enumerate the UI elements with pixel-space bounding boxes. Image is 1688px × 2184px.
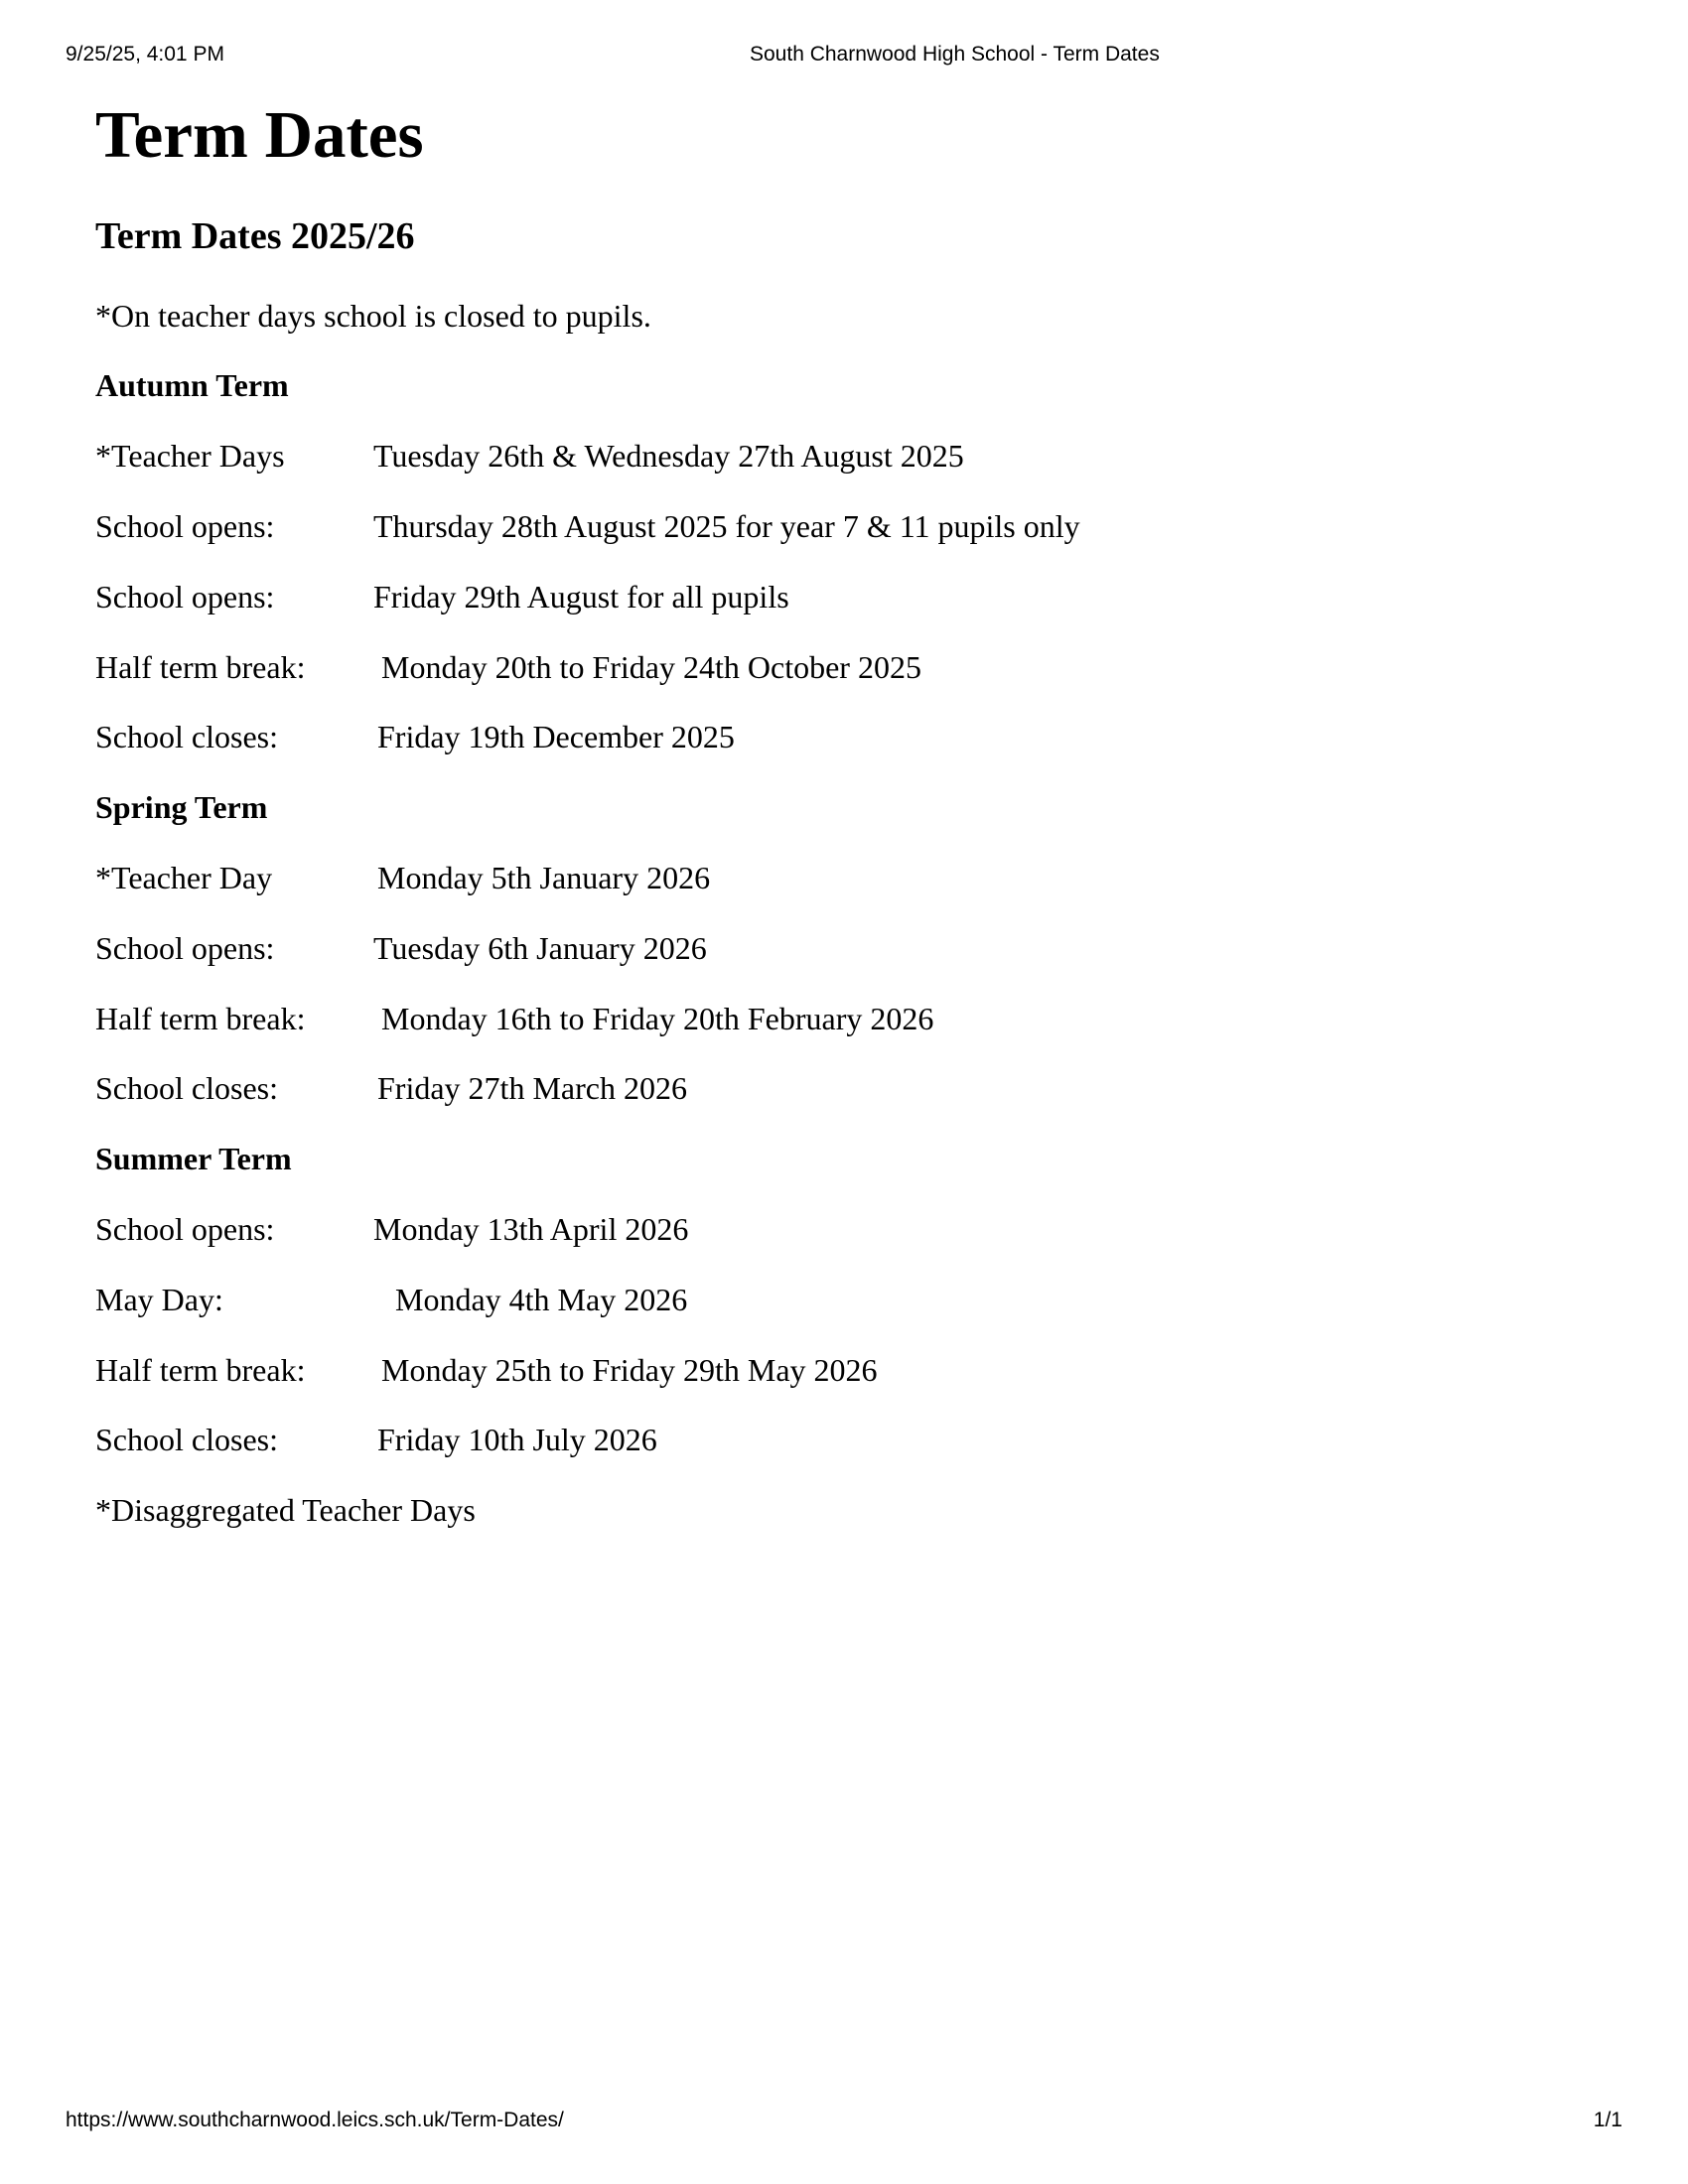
- print-header: [66, 43, 1622, 70]
- main-content: [95, 91, 1585, 1528]
- page-url: https://www.southcharnwood.leics.sch.uk/Term-Dates/: [66, 2109, 564, 2131]
- row-label: School opens:: [95, 1211, 275, 1247]
- row-label: Half term break:: [95, 649, 306, 685]
- row-value: Monday 13th April 2026: [373, 1211, 689, 1247]
- row-value: Monday 5th January 2026: [377, 860, 711, 895]
- row-value: Tuesday 6th January 2026: [373, 930, 707, 966]
- summer-row-school-opens: [95, 1208, 688, 1250]
- disaggregated-footnote: *Disaggregated Teacher Days: [95, 1492, 476, 1528]
- print-footer: [66, 2109, 1622, 2136]
- row-value: Tuesday 26th & Wednesday 27th August 2025: [373, 438, 964, 474]
- row-value: Monday 20th to Friday 24th October 2025: [381, 649, 921, 685]
- spring-row-half-term: [95, 998, 933, 1039]
- row-value: Monday 16th to Friday 20th February 2026: [381, 1001, 934, 1036]
- page-title: Term Dates: [95, 98, 424, 172]
- spring-row-teacher-day: [95, 857, 710, 898]
- row-label: School closes:: [95, 719, 278, 754]
- row-label: School opens:: [95, 930, 275, 966]
- autumn-row-school-opens-y7-y11: [95, 505, 1080, 547]
- row-value: Thursday 28th August 2025 for year 7 & 11 pupils only: [373, 508, 1080, 544]
- row-label: May Day:: [95, 1282, 223, 1317]
- autumn-row-school-opens-all: [95, 576, 789, 617]
- row-label: School opens:: [95, 579, 275, 614]
- row-label: *Teacher Days: [95, 438, 285, 474]
- summer-row-school-closes: [95, 1419, 657, 1460]
- print-datetime: 9/25/25, 4:01 PM: [66, 43, 224, 66]
- spring-row-school-closes: [95, 1067, 687, 1109]
- autumn-row-school-closes: [95, 716, 735, 757]
- teacher-days-note: *On teacher days school is closed to pupils.: [95, 298, 651, 334]
- row-label: Half term break:: [95, 1001, 306, 1036]
- page-number: 1/1: [1593, 2109, 1622, 2131]
- row-value: Friday 19th December 2025: [377, 719, 735, 754]
- row-label: Half term break:: [95, 1352, 306, 1388]
- row-label: School opens:: [95, 508, 275, 544]
- row-label: School closes:: [95, 1070, 278, 1106]
- spring-term-heading: Spring Term: [95, 789, 268, 825]
- row-label: School closes:: [95, 1422, 278, 1457]
- autumn-term-heading: Autumn Term: [95, 367, 289, 403]
- row-value: Friday 10th July 2026: [377, 1422, 657, 1457]
- summer-row-half-term: [95, 1349, 878, 1391]
- summer-row-may-day: [95, 1279, 687, 1320]
- autumn-row-teacher-days: [95, 435, 964, 477]
- row-value: Monday 4th May 2026: [395, 1282, 688, 1317]
- print-page-title: South Charnwood High School - Term Dates: [750, 43, 1160, 66]
- row-label: *Teacher Day: [95, 860, 273, 895]
- row-value: Friday 27th March 2026: [377, 1070, 687, 1106]
- row-value: Monday 25th to Friday 29th May 2026: [381, 1352, 878, 1388]
- autumn-row-half-term: [95, 646, 921, 688]
- summer-term-heading: Summer Term: [95, 1141, 292, 1176]
- row-value: Friday 29th August for all pupils: [373, 579, 789, 614]
- page-subtitle: Term Dates 2025/26: [95, 215, 415, 257]
- spring-row-school-opens: [95, 927, 707, 969]
